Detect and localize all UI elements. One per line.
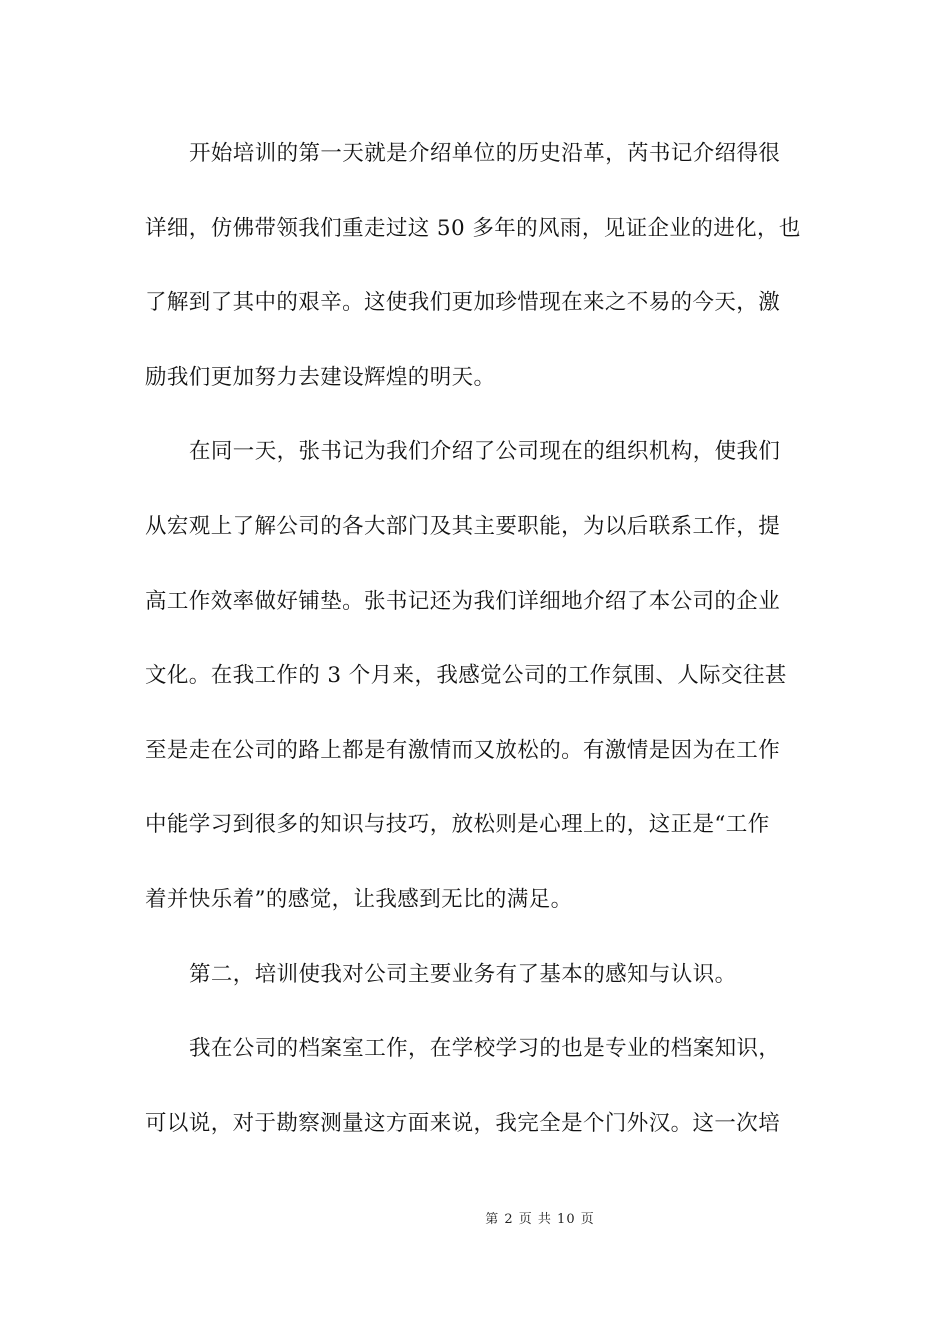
text-line: 高工作效率做好铺垫。张书记还为我们详细地介绍了本公司的企业 [145, 588, 781, 614]
text-line: 详细，仿佛带领我们重走过这 50 多年的风雨，见证企业的进化，也 [145, 215, 801, 241]
text-line: 文化。在我工作的 3 个月来，我感觉公司的工作氛围、人际交往甚 [145, 663, 787, 689]
text-line: 在同一天，张书记为我们介绍了公司现在的组织机构，使我们 [189, 439, 781, 465]
text-line: 了解到了其中的艰辛。这使我们更加珍惜现在来之不易的今天，激 [145, 290, 781, 316]
text-line: 至是走在公司的路上都是有激情而又放松的。有激情是因为在工作 [145, 737, 781, 763]
page-number: 第 2 页 共 10 页 [485, 1212, 595, 1227]
text-line: 我在公司的档案室工作，在学校学习的也是专业的档案知识， [189, 1036, 781, 1062]
text-line: 可以说，对于勘察测量这方面来说，我完全是个门外汉。这一次培 [145, 1110, 781, 1136]
text-line: 从宏观上了解公司的各大部门及其主要职能，为以后联系工作，提 [145, 513, 781, 539]
text-line: 第二，培训使我对公司主要业务有了基本的感知与认识。 [189, 961, 737, 987]
page-footer [0, 1208, 950, 1227]
text-line: 着并快乐着”的感觉，让我感到无比的满足。 [145, 886, 573, 912]
text-line: 励我们更加努力去建设辉煌的明天。 [145, 364, 496, 390]
text-line: 中能学习到很多的知识与技巧，放松则是心理上的，这正是“工作 [145, 812, 770, 838]
text-line: 开始培训的第一天就是介绍单位的历史沿革，芮书记介绍得很 [189, 141, 781, 166]
body-text [145, 131, 807, 1175]
